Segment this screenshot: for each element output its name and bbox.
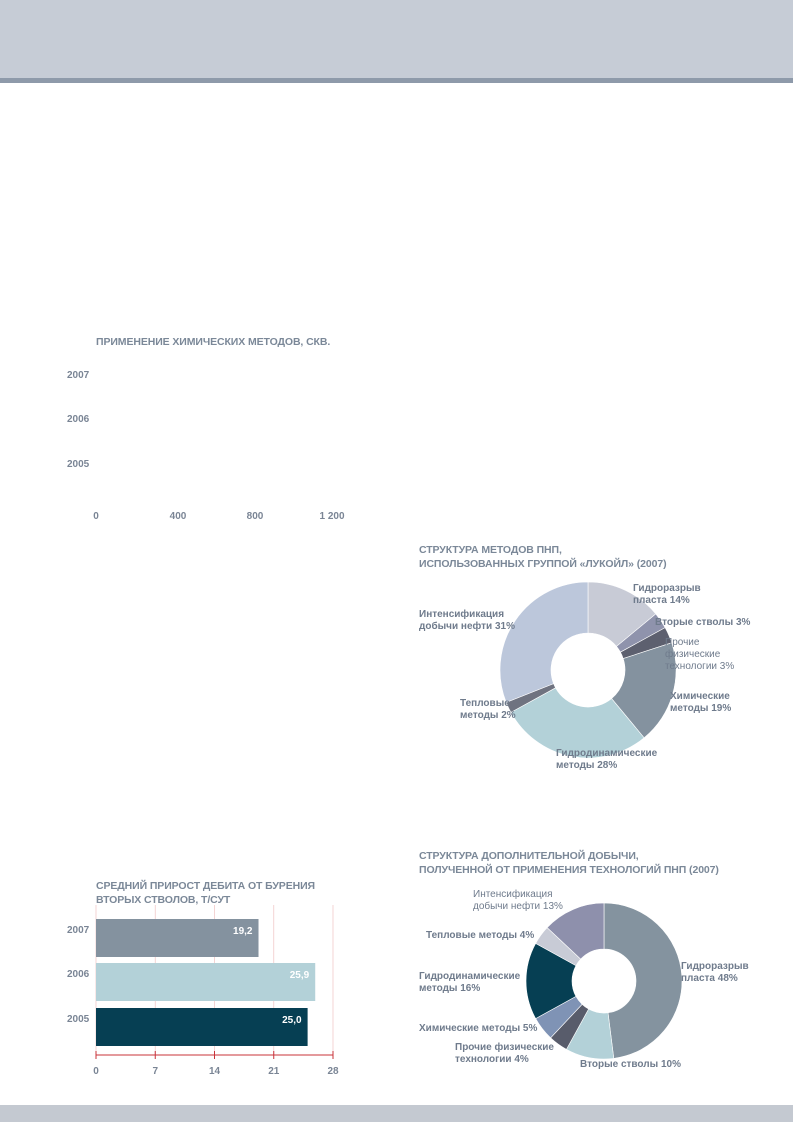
x-tick-label-1: 7 [152, 1066, 159, 1077]
ppn-label-chemical: Химические методы 19% [670, 691, 732, 714]
ppn-donut-chart [500, 582, 676, 758]
bar-category-label-2005: 2005 [67, 1014, 90, 1025]
bar-value-label-2006: 25,9 [289, 970, 310, 981]
bar-category-label-2007: 2007 [67, 925, 90, 936]
footer-band [0, 1105, 793, 1122]
ppn-label-fracturing: Гидроразрыв пласта 14% [633, 583, 701, 606]
chem-ylabel-2005: 2005 [67, 459, 90, 470]
bar-2007 [96, 919, 259, 957]
x-tick-label-3: 21 [268, 1066, 280, 1077]
bar-2005 [96, 1008, 308, 1046]
chem-xtick-1200: 1 200 [319, 511, 345, 522]
ppn-chart-title-line2: ИСПОЛЬЗОВАННЫХ ГРУППОЙ «ЛУКОЙЛ» (2007) [419, 558, 667, 570]
extra-label-sidetracks: Вторые стволы 10% [580, 1059, 681, 1070]
extra-label-hydrodynamic: Гидродинамические методы 16% [419, 971, 521, 994]
chem-xtick-400: 400 [169, 511, 187, 522]
ppn-label-other-physical: Прочие физические технологии 3% [665, 637, 735, 672]
extra-label-thermal: Тепловые методы 4% [426, 930, 535, 941]
chem-xtick-800: 800 [246, 511, 264, 522]
chem-chart-title: ПРИМЕНЕНИЕ ХИМИЧЕСКИХ МЕТОДОВ, СКВ. [96, 336, 331, 348]
sidetrack-bar-chart [60, 905, 350, 1080]
bar-category-label-2006: 2006 [67, 969, 90, 980]
extra-label-chemical: Химические методы 5% [419, 1023, 538, 1034]
x-tick-label-0: 0 [93, 1066, 99, 1077]
ppn-slice-6 [500, 582, 588, 702]
sidetrack-chart-title-line2: ВТОРЫХ СТВОЛОВ, Т/СУТ [96, 894, 231, 906]
extra-label-intensification: Интенсификация добычи нефти 13% [473, 889, 563, 912]
x-tick-label-2: 14 [208, 1066, 221, 1077]
ppn-label-hydrodynamic: Гидродинамические методы 28% [556, 748, 658, 771]
extra-slice-0 [604, 903, 682, 1058]
ppn-label-thermal: Тепловые методы 2% [460, 698, 516, 721]
chem-ylabel-2006: 2006 [67, 414, 90, 425]
bar-value-label-2007: 19,2 [233, 926, 253, 937]
bar-2006 [96, 963, 315, 1001]
extra-label-other-physical: Прочие физические технологии 4% [455, 1042, 554, 1065]
extra-donut-chart [526, 903, 682, 1059]
ppn-label-intensification: Интенсификация добычи нефти 31% [419, 609, 515, 632]
chem-ylabel-2007: 2007 [67, 370, 90, 381]
header-band [0, 0, 793, 78]
chem-xtick-0: 0 [93, 511, 99, 522]
extra-label-fracturing: Гидроразрыв пласта 48% [681, 961, 749, 984]
sidetrack-chart-title-line1: СРЕДНИЙ ПРИРОСТ ДЕБИТА ОТ БУРЕНИЯ [96, 880, 315, 892]
bar-value-label-2005: 25,0 [282, 1015, 302, 1026]
ppn-chart-title-line1: СТРУКТУРА МЕТОДОВ ПНП, [419, 544, 562, 556]
x-tick-label-4: 28 [327, 1066, 339, 1077]
header-rule [0, 78, 793, 83]
extra-chart-title-line1: СТРУКТУРА ДОПОЛНИТЕЛЬНОЙ ДОБЫЧИ, [419, 850, 639, 862]
ppn-label-sidetracks: Вторые стволы 3% [655, 617, 751, 628]
extra-chart-title-line2: ПОЛУЧЕННОЙ ОТ ПРИМЕНЕНИЯ ТЕХНОЛОГИЙ ПНП (2007) [419, 864, 719, 876]
